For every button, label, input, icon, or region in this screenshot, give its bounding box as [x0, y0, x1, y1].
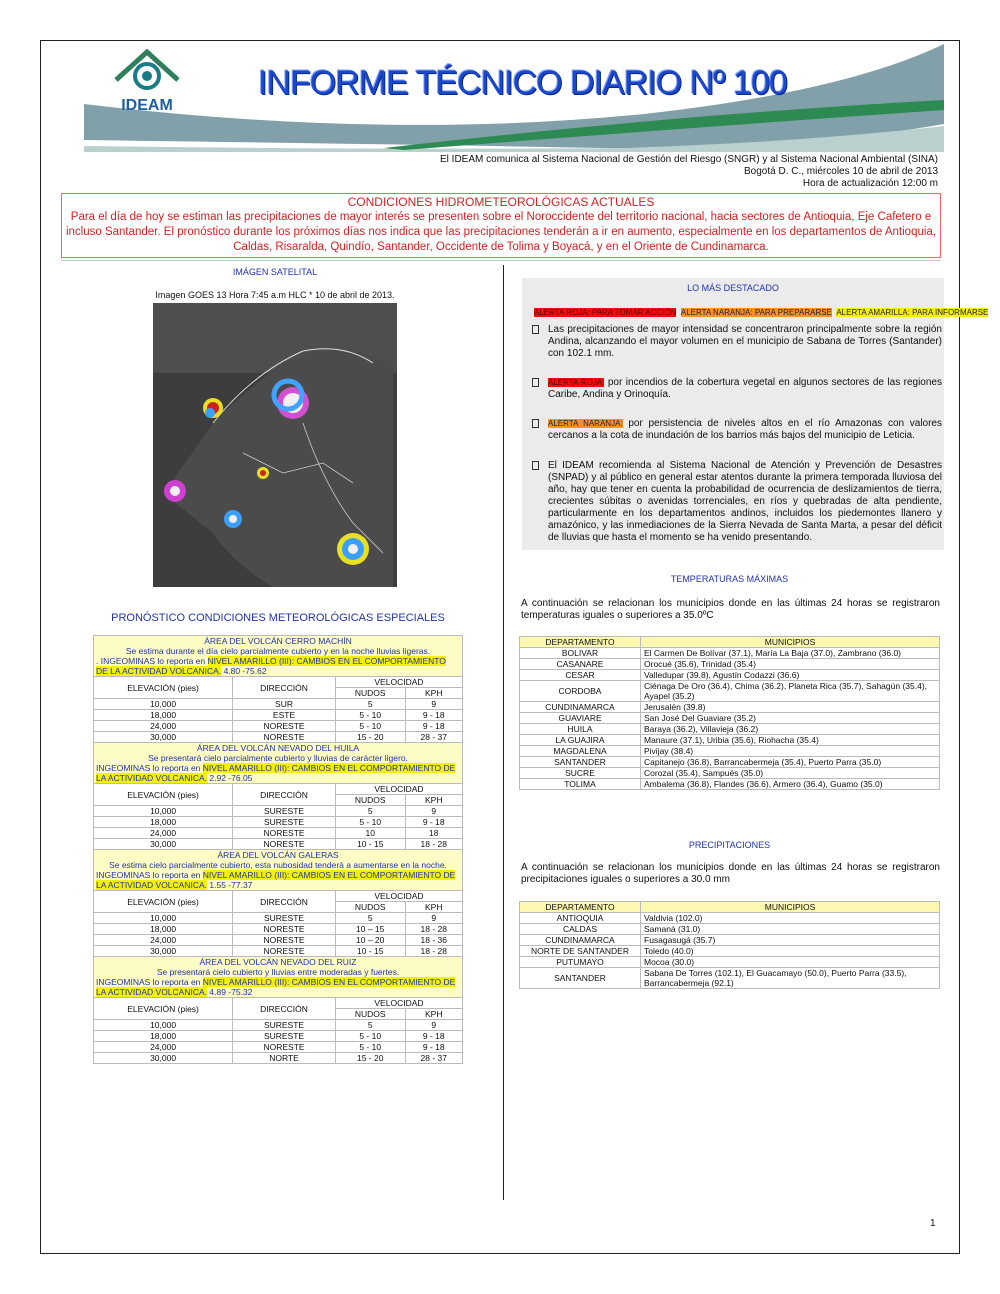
temp-row	[520, 768, 940, 779]
cell-elevation: 10,000	[94, 699, 233, 710]
temp-municipalities: Ciénaga De Oro (36.4), Chima (36.2), Planeta Rica (35.7), Sahagún (35.4), Ayapel (35.2)	[641, 681, 940, 702]
cell-knots: 5 - 10	[335, 817, 405, 828]
ideam-logo	[112, 46, 182, 114]
highlight-bullet-4: El IDEAM recomienda al Sistema Nacional de Atención y Prevención de Desastres (SNPAD) y al público en general estar atentos durante la primera temporada lluviosa del año, hay que tener en cuenta la probabilidad de ocurrencia de deslizamientos de tierra, crecientes súbitas o avenidas torrenciales, en ríos y quebradas de alta pendiente, particularmente en los departamentos andinos, incluidos los piedemontes llanero y amazónico, y las inmediaciones de la Sierra Nevada de Santa Marta, a pesar del déficit de lluvias que hasta el momento se ha venido presentando.	[532, 460, 942, 544]
col-elevation: ELEVACIÓN (pies)	[94, 998, 233, 1020]
temp-department: SUCRE	[520, 768, 641, 779]
cell-elevation: 18,000	[94, 710, 233, 721]
temp-municipalities: Baraya (36.2), Villavieja (36.2)	[641, 724, 940, 735]
wind-row	[94, 1042, 463, 1053]
current-conditions-box	[61, 193, 941, 258]
cell-kph: 9 - 18	[405, 1042, 462, 1053]
wind-row	[94, 1053, 463, 1064]
cell-direction: SURESTE	[233, 1020, 336, 1031]
wind-row	[94, 806, 463, 817]
wind-row	[94, 1031, 463, 1042]
temp-department: CORDOBA	[520, 681, 641, 702]
col-velocity: VELOCIDAD	[335, 891, 462, 902]
col-velocity: VELOCIDAD	[335, 998, 462, 1009]
cell-knots: 10 – 20	[335, 935, 405, 946]
cell-knots: 5 - 10	[335, 1031, 405, 1042]
prec-row	[520, 913, 940, 924]
alert-level: NIVEL AMARILLO (III): CAMBIOS EN EL COMPORTAMIENTO DE LA ACTIVIDAD VOLCANICA.	[96, 763, 456, 783]
cell-direction: NORTE	[233, 1053, 336, 1064]
cell-kph: 18 - 36	[405, 935, 462, 946]
temp-department: CUNDINAMARCA	[520, 702, 641, 713]
cell-knots: 5	[335, 1020, 405, 1031]
temp-municipalities: Orocué (35.6), Trinidad (35.4)	[641, 659, 940, 670]
volcano-description: Se estima durante el día cielo parcialmente cubierto y en la noche lluvias ligeras.	[125, 646, 431, 656]
temp-municipalities: Valledupar (39.8), Agustín Codazzi (36.6)	[641, 670, 940, 681]
volcano-forecast-table	[93, 635, 463, 1064]
cell-direction: NORESTE	[233, 924, 336, 935]
cell-elevation: 30,000	[94, 1053, 233, 1064]
alert-legend	[534, 302, 989, 320]
cell-direction: SURESTE	[233, 913, 336, 924]
cell-knots: 5 - 10	[335, 721, 405, 732]
volcano-description: Se estima cielo parcialmente cubierto, esta nubosidad tenderá a aumentarse en la noche.	[109, 860, 447, 870]
col-knots: NUDOS	[335, 1009, 405, 1020]
cell-direction: SURESTE	[233, 806, 336, 817]
volcano-header	[94, 957, 463, 998]
cell-elevation: 18,000	[94, 924, 233, 935]
cell-direction: NORESTE	[233, 1042, 336, 1053]
temp-row	[520, 659, 940, 670]
prec-department: CUNDINAMARCA	[520, 935, 641, 946]
cell-elevation: 24,000	[94, 935, 233, 946]
precipitation-heading: PRECIPITACIONES	[688, 840, 771, 850]
volcano-description: Se presentará cielo cubierto y lluvias entre moderadas y fuertes.	[156, 967, 400, 977]
col-direction: DIRECCIÓN	[233, 891, 336, 913]
cell-knots: 5	[335, 699, 405, 710]
temperatures-table	[519, 636, 940, 790]
cell-knots: 10	[335, 828, 405, 839]
temperatures-intro: A continuación se relacionan los municipios donde en las últimas 24 horas se registraron temperaturas iguales o superiores a 35.0ºC	[521, 598, 940, 621]
prec-row	[520, 946, 940, 957]
logo-icon	[112, 46, 182, 94]
temp-department: CASANARE	[520, 659, 641, 670]
temp-municipalities: El Carmen De Bolívar (37.1), María La Baja (37.0), Zambrano (36.0)	[641, 648, 940, 659]
prec-col-departamento: DEPARTAMENTO	[520, 902, 641, 913]
volcano-name: ÁREA DEL VOLCÁN NEVADO DEL HUILA	[196, 743, 360, 753]
prec-row	[520, 924, 940, 935]
logo-text: IDEAM	[121, 97, 173, 114]
cell-kph: 18	[405, 828, 462, 839]
cell-kph: 18 - 28	[405, 839, 462, 850]
col-direction: DIRECCIÓN	[233, 784, 336, 806]
bullet-icon	[532, 461, 539, 470]
wind-row	[94, 935, 463, 946]
cell-direction: SURESTE	[233, 817, 336, 828]
col-direction: DIRECCIÓN	[233, 998, 336, 1020]
temp-row	[520, 735, 940, 746]
highlight-bullet-1: Las precipitaciones de mayor intensidad se concentraron principalmente sobre la región Andina, alcanzando el mayor volumen en el municipio de Sabana de Torres (Santander) con 102.1 mm.	[532, 324, 942, 360]
cell-direction: NORESTE	[233, 721, 336, 732]
cell-kph: 9	[405, 699, 462, 710]
cell-direction: ESTE	[233, 710, 336, 721]
cell-kph: 9 - 18	[405, 710, 462, 721]
wind-row	[94, 828, 463, 839]
temp-row	[520, 757, 940, 768]
prec-department: PUTUMAYO	[520, 957, 641, 968]
cell-direction: NORESTE	[233, 946, 336, 957]
cell-knots: 10 - 15	[335, 839, 405, 850]
cell-knots: 5	[335, 913, 405, 924]
cell-knots: 15 - 20	[335, 1053, 405, 1064]
col-knots: NUDOS	[335, 902, 405, 913]
cell-kph: 18 - 28	[405, 946, 462, 957]
alert-level: NIVEL AMARILLO (III): CAMBIOS EN EL COMPORTAMIENTO DE LA ACTIVIDAD VOLCANICA.	[96, 977, 456, 997]
ingeominas-label: INGEOMINAS lo reporta en	[96, 870, 201, 880]
cell-kph: 28 - 37	[405, 1053, 462, 1064]
prec-municipalities: Toledo (40.0)	[641, 946, 940, 957]
bullet-icon	[532, 378, 539, 387]
cell-direction: NORESTE	[233, 839, 336, 850]
wind-row	[94, 913, 463, 924]
temp-row	[520, 702, 940, 713]
temp-department: HUILA	[520, 724, 641, 735]
cell-kph: 28 - 37	[405, 732, 462, 743]
cell-elevation: 18,000	[94, 817, 233, 828]
intro-update-time: Hora de actualización 12:00 m	[802, 178, 938, 189]
temp-municipalities: Pivijay (38.4)	[641, 746, 940, 757]
intro-line-1: El IDEAM comunica al Sistema Nacional de Gestión del Riesgo (SNGR) y al Sistema Nacional Ambiental (SINA)	[440, 154, 938, 165]
temp-department: SANTANDER	[520, 757, 641, 768]
prec-municipalities: Valdivia (102.0)	[641, 913, 940, 924]
forecast-heading: PRONÓSTICO CONDICIONES METEOROLÓGICAS ESPECIALES	[111, 612, 445, 624]
ingeominas-label: INGEOMINAS lo reporta en	[96, 763, 201, 773]
alert-level: NIVEL AMARILLO (III): CAMBIOS EN EL COMPORTAMIENTO DE LA ACTIVIDAD VOLCANICA.	[96, 656, 446, 676]
satellite-caption: Imagen GOES 13 Hora 7:45 a.m HLC * 10 de abril de 2013.	[155, 290, 395, 300]
temp-municipalities: Corozal (35.4), Sampués (35.0)	[641, 768, 940, 779]
prec-department: SANTANDER	[520, 968, 641, 989]
cell-elevation: 10,000	[94, 1020, 233, 1031]
intro-date: Bogotá D. C., miércoles 10 de abril de 2013	[744, 166, 938, 177]
temp-municipalities: Jerusalén (39.8)	[641, 702, 940, 713]
cell-kph: 18 - 28	[405, 924, 462, 935]
highlight-bullet-2: ALERTA ROJA: por incendios de la cobertura vegetal en algunos sectores de las regiones Caribe, Andina y Orinoquía.	[532, 377, 942, 401]
cell-direction: NORESTE	[233, 935, 336, 946]
conditions-heading: CONDICIONES HIDROMETEOROLÓGICAS ACTUALES	[347, 195, 655, 209]
prec-row	[520, 957, 940, 968]
prec-row	[520, 935, 940, 946]
alert-yellow-legend: ALERTA AMARILLA: PARA INFORMARSE	[836, 308, 989, 317]
alert-red-tag: ALERTA ROJA:	[548, 378, 605, 387]
temp-row	[520, 670, 940, 681]
alert-orange-tag: ALERTA NARANJA:	[548, 419, 623, 428]
prec-municipalities: Samaná (31.0)	[641, 924, 940, 935]
cell-kph: 9	[405, 806, 462, 817]
cell-kph: 9 - 18	[405, 721, 462, 732]
precipitation-intro: A continuación se relacionan los municipios donde en las últimas 24 horas se registraron precipitaciones iguales o superiores a 30.0 mm	[521, 862, 940, 885]
col-elevation: ELEVACIÓN (pies)	[94, 677, 233, 699]
col-elevation: ELEVACIÓN (pies)	[94, 891, 233, 913]
wind-row	[94, 710, 463, 721]
alert-level: NIVEL AMARILLO (III): CAMBIOS EN EL COMPORTAMIENTO DE LA ACTIVIDAD VOLCANICA.	[96, 870, 456, 890]
temp-department: TOLIMA	[520, 779, 641, 790]
cell-elevation: 30,000	[94, 839, 233, 850]
volcano-header	[94, 743, 463, 784]
precipitation-table	[519, 901, 940, 989]
conditions-text: Para el día de hoy se estiman las precipitaciones de mayor interés se presenten sobre el Noroccidente del territorio nacional, hacia sectores de Antioquia, Eje Cafetero e incluso Santander. El pronóstico durante los próximos días nos indica que las precipitaciones tenderán a ir en aumento, especialmente en los departamentos de Antioquia, Caldas, Risaralda, Quindío, Santander, Occidente de Tolima y Boyacá, y en el Oriente de Cundinamarca.	[65, 211, 937, 253]
temp-department: CESAR	[520, 670, 641, 681]
cell-elevation: 18,000	[94, 1031, 233, 1042]
cell-elevation: 30,000	[94, 732, 233, 743]
alert-red-legend: ALERTA ROJA: PARA TOMAR ACCIÓN	[534, 308, 677, 317]
bullet-icon	[532, 325, 539, 334]
alert-orange-legend: ALERTA NARANJA: PARA PREPARARSE	[680, 308, 832, 317]
col-knots: NUDOS	[335, 795, 405, 806]
temp-department: LA GUAJIRA	[520, 735, 641, 746]
cell-direction: NORESTE	[233, 828, 336, 839]
wind-row	[94, 817, 463, 828]
section-divider	[61, 260, 941, 261]
volcano-coordinates: 4.80 -75.62	[223, 666, 267, 676]
prec-department: NORTE DE SANTANDER	[520, 946, 641, 957]
satellite-image	[153, 303, 397, 587]
prec-department: ANTIOQUIA	[520, 913, 641, 924]
temp-col-municipios: MUNICIPIOS	[641, 637, 940, 648]
volcano-header	[94, 850, 463, 891]
prec-municipalities: Mocoa (30.0)	[641, 957, 940, 968]
temp-department: BOLIVAR	[520, 648, 641, 659]
temp-municipalities: Ambalema (36.8), Flandes (36.6), Armero (36.4), Guamo (35.0)	[641, 779, 940, 790]
bullet-icon	[532, 419, 539, 428]
highlights-box	[522, 278, 989, 550]
cell-knots: 10 – 15	[335, 924, 405, 935]
cell-elevation: 10,000	[94, 913, 233, 924]
ingeominas-label: . INGEOMINAS lo reporta en	[96, 656, 206, 666]
temperatures-heading: TEMPERATURAS MÁXIMAS	[670, 574, 789, 584]
highlights-heading: LO MÁS DESTACADO	[687, 283, 779, 293]
ingeominas-label: INGEOMINAS lo reporta en	[96, 977, 201, 987]
cell-direction: SUR	[233, 699, 336, 710]
cell-knots: 5 - 10	[335, 1042, 405, 1053]
col-kph: KPH	[405, 902, 462, 913]
temp-row	[520, 779, 940, 790]
cell-elevation: 24,000	[94, 721, 233, 732]
cell-kph: 9	[405, 913, 462, 924]
volcano-coordinates: 4.89 -75.32	[209, 987, 253, 997]
temp-row	[520, 746, 940, 757]
temp-row	[520, 724, 940, 735]
volcano-description: Se presentará cielo parcialmente cubierto y lluvias de carácter ligero.	[148, 753, 408, 763]
cell-knots: 5 - 10	[335, 710, 405, 721]
wind-row	[94, 924, 463, 935]
col-kph: KPH	[405, 688, 462, 699]
cell-knots: 15 - 20	[335, 732, 405, 743]
volcano-name: ÁREA DEL VOLCÁN GALERAS	[217, 850, 339, 860]
col-elevation: ELEVACIÓN (pies)	[94, 784, 233, 806]
wind-row	[94, 946, 463, 957]
cell-elevation: 24,000	[94, 1042, 233, 1053]
prec-department: CALDAS	[520, 924, 641, 935]
cell-elevation: 10,000	[94, 806, 233, 817]
cell-kph: 9 - 18	[405, 817, 462, 828]
cell-kph: 9	[405, 1020, 462, 1031]
wind-row	[94, 699, 463, 710]
page-number: 1	[930, 1218, 936, 1229]
wind-row	[94, 732, 463, 743]
cell-kph: 9 - 18	[405, 1031, 462, 1042]
temp-row	[520, 713, 940, 724]
volcano-name: ÁREA DEL VOLCÁN NEVADO DEL RUIZ	[199, 957, 357, 967]
temp-department: MAGDALENA	[520, 746, 641, 757]
cell-direction: SURESTE	[233, 1031, 336, 1042]
volcano-coordinates: 2.92 -76.05	[209, 773, 253, 783]
wind-row	[94, 721, 463, 732]
temp-municipalities: Manaure (37.1), Uribia (35.6), Riohacha (35.4)	[641, 735, 940, 746]
col-velocity: VELOCIDAD	[335, 784, 462, 795]
col-knots: NUDOS	[335, 688, 405, 699]
temp-col-departamento: DEPARTAMENTO	[520, 637, 641, 648]
report-title: INFORME TÉCNICO DIARIO Nº 100	[258, 64, 787, 102]
prec-col-municipios: MUNICIPIOS	[641, 902, 940, 913]
temp-row	[520, 648, 940, 659]
col-direction: DIRECCIÓN	[233, 677, 336, 699]
cell-direction: NORESTE	[233, 732, 336, 743]
col-velocity: VELOCIDAD	[335, 677, 462, 688]
cell-elevation: 24,000	[94, 828, 233, 839]
volcano-name: ÁREA DEL VOLCÁN CERRO MACHÍN	[204, 636, 352, 646]
satellite-heading: IMÁGEN SATELITAL	[232, 267, 318, 277]
wind-row	[94, 1020, 463, 1031]
temp-department: GUAVIARE	[520, 713, 641, 724]
column-divider	[503, 265, 504, 1200]
cell-knots: 10 - 15	[335, 946, 405, 957]
col-kph: KPH	[405, 1009, 462, 1020]
temp-row	[520, 681, 940, 702]
cell-knots: 5	[335, 806, 405, 817]
volcano-header	[94, 636, 463, 677]
satellite-map-graphic	[153, 303, 397, 587]
prec-row	[520, 968, 940, 989]
prec-municipalities: Fusagasugá (35.7)	[641, 935, 940, 946]
cell-elevation: 30,000	[94, 946, 233, 957]
volcano-coordinates: 1.55 -77.37	[209, 880, 253, 890]
temp-municipalities: San José Del Guaviare (35.2)	[641, 713, 940, 724]
wind-row	[94, 839, 463, 850]
col-kph: KPH	[405, 795, 462, 806]
highlight-bullet-3: ALERTA NARANJA: por persistencia de niveles altos en el río Amazonas con valores cercanos a la cota de inundación de los barrios más bajos del municipio de Leticia.	[532, 418, 942, 442]
temp-municipalities: Capitanejo (36.8), Barrancabermeja (35.4), Puerto Parra (35.0)	[641, 757, 940, 768]
prec-municipalities: Sabana De Torres (102.1), El Guacamayo (50.0), Puerto Parra (33.5), Barrancabermeja (92.1)	[641, 968, 940, 989]
